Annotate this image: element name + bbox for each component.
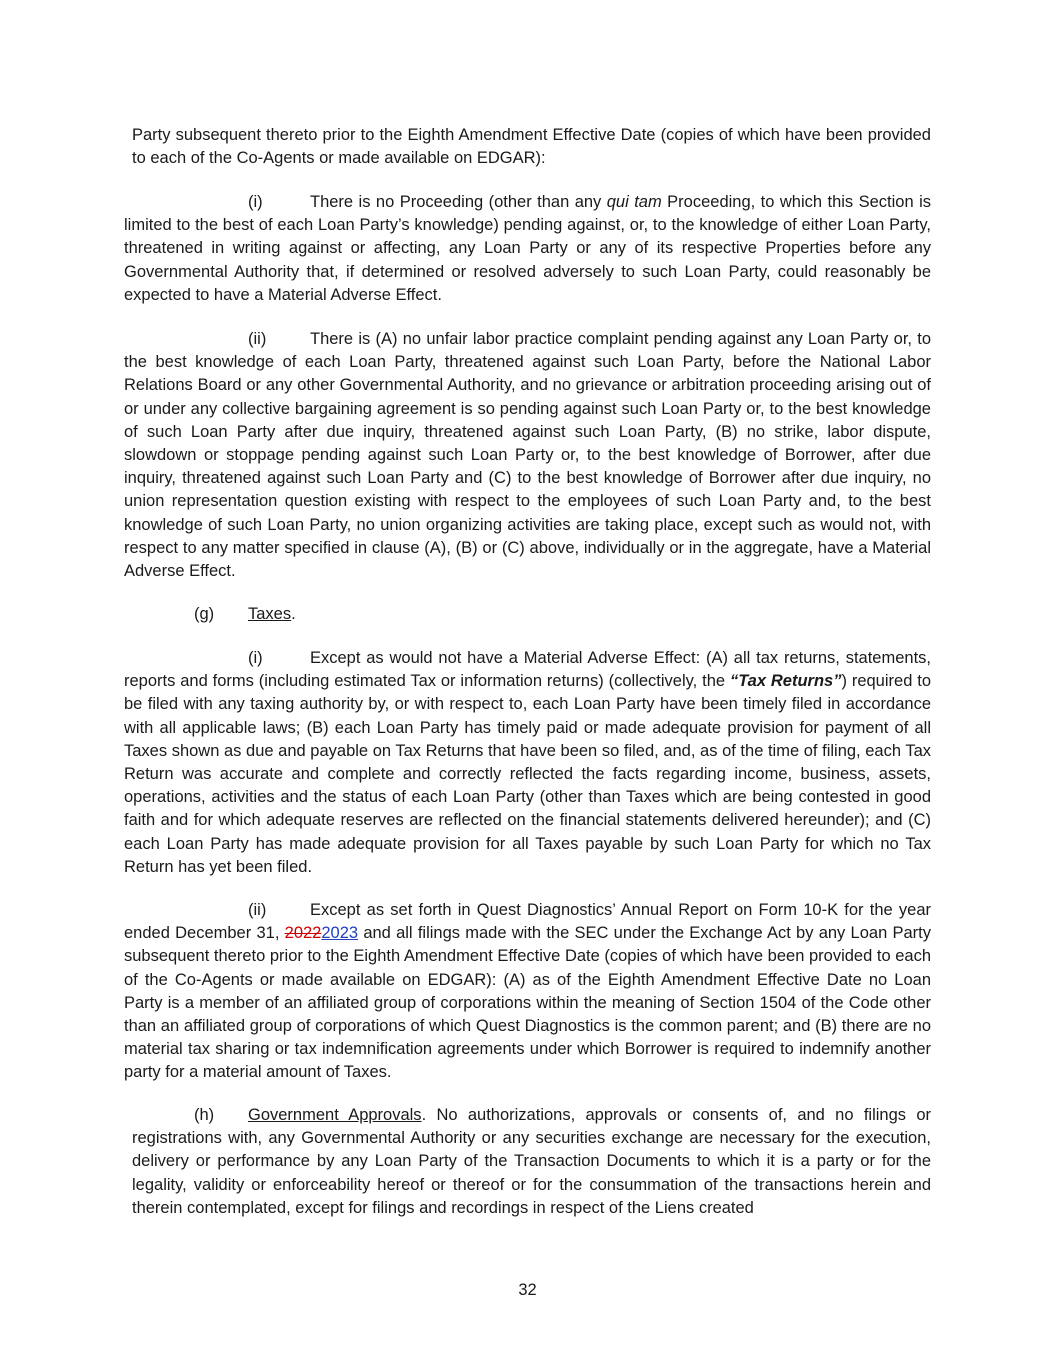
section-title: Government Approvals bbox=[248, 1106, 422, 1124]
clause-number: (ii) bbox=[248, 330, 267, 348]
inserted-revision: 2023 bbox=[321, 924, 359, 943]
page-number: 32 bbox=[518, 1281, 537, 1299]
section-number: (h) bbox=[194, 1106, 215, 1124]
clause-f-ii: (ii) There is (A) no unfair labor practice complaint pending against any Loan Party or, to the best knowledge of each Loan Party, threatened against such Loan Party, before the National Labor Relations Board or any other Governmental Authority, and no grievance or arbitration proceeding arising out of or under any collective bargaining agreement is so pending against such Loan Party or, to the best knowledge of such Loan Party after due inquiry, threatened against such Loan Party, (B) no strike, labor dispute, slowdown or stoppage pending against such Loan Party or, to the best knowledge of Borrower, after due inquiry, threatened against such Loan Party and (C) to the best knowledge of Borrower after due inquiry, no union representation question existing with respect to the employees of such Loan Party and, to the best knowledge of such Loan Party, no union organizing activities are taking place, except such as would not, with respect to any matter specified in clause (A), (B) or (C) above, individually or in the aggregate, have a Material Adverse Effect. bbox=[124, 330, 931, 581]
continuation-paragraph: Party subsequent thereto prior to the Eighth Amendment Effective Date (copies of which have been provided to each of the Co-Agents or made available on EDGAR): bbox=[132, 126, 931, 168]
clause-number: (i) bbox=[248, 649, 263, 667]
defined-term: “Tax Returns” bbox=[729, 672, 842, 691]
clause-g-i: (i) Except as would not have a Material Adverse Effect: (A) all tax returns, statements, reports and forms (including estimated Tax or information returns) (collectively, the “Tax Returns”) required to be filed with any taxing authority by, or with respect to, each Loan Party have been timely filed in accordance with all applicable laws; (B) each Loan Party has timely paid or made adequate provision for payment of all Taxes shown as due and payable on Tax Returns that have been so filed, and, as of the time of filing, each Tax Return was accurate and complete and correctly reflected the facts regarding income, business, assets, operations, activities and the status of each Loan Party (other than Taxes which are being contested in good faith and for which adequate reserves are reflected on the financial statements delivered hereunder); and (C) each Loan Party has made adequate provision for all Taxes payable by such Loan Party for which no Tax Return has yet been filed. bbox=[124, 649, 931, 876]
clause-number: (i) bbox=[248, 193, 263, 211]
italic-term: qui tam bbox=[606, 193, 662, 211]
section-g-heading: (g) Taxes. bbox=[124, 603, 931, 626]
clause-f-i: (i) There is no Proceeding (other than any qui tam Proceeding, to which this Section is limited to the best of each Loan Party’s knowledge) pending against, or, to the knowledge of either Loan Party, threatened in writing against or affecting, any Loan Party or any of its respective Properties before any Governmental Authority that, if determined or resolved adversely to such Loan Party, could reasonably be expected to have a Material Adverse Effect. bbox=[124, 193, 931, 304]
section-h: (h) Government Approvals. No authorizations, approvals or consents of, and no filings or registrations with, any Governmental Authority or any securities exchange are necessary for the execution, delivery or performance by any Loan Party of the Transaction Documents to which it is a party or for the legality, validity or enforceability hereof or thereof or for the consummation of the transactions herein and therein contemplated, except for filings and recordings in respect of the Liens created bbox=[132, 1106, 931, 1217]
clause-number: (ii) bbox=[248, 901, 267, 919]
section-title: Taxes bbox=[248, 605, 292, 623]
clause-g-ii: (ii) Except as set forth in Quest Diagnostics’ Annual Report on Form 10-K for the year ended December 31, 20222023 and all filings made with the SEC under the Exchange Act by any Loan Party subsequent thereto prior to the Eighth Amendment Effective Date (copies of which have been provided to each of the Co-Agents or made available on EDGAR): (A) as of the Eighth Amendment Effective Date no Loan Party is a member of an affiliated group of corporations within the meaning of Section 1504 of the Code other than an affiliated group of corporations of which Quest Diagnostics is the common parent; and (B) there are no material tax sharing or tax indemnification agreements under which Borrower is required to indemnify another party for a material amount of Taxes. bbox=[124, 901, 931, 1082]
deleted-revision: 2022 bbox=[284, 924, 322, 943]
section-number: (g) bbox=[194, 605, 215, 623]
